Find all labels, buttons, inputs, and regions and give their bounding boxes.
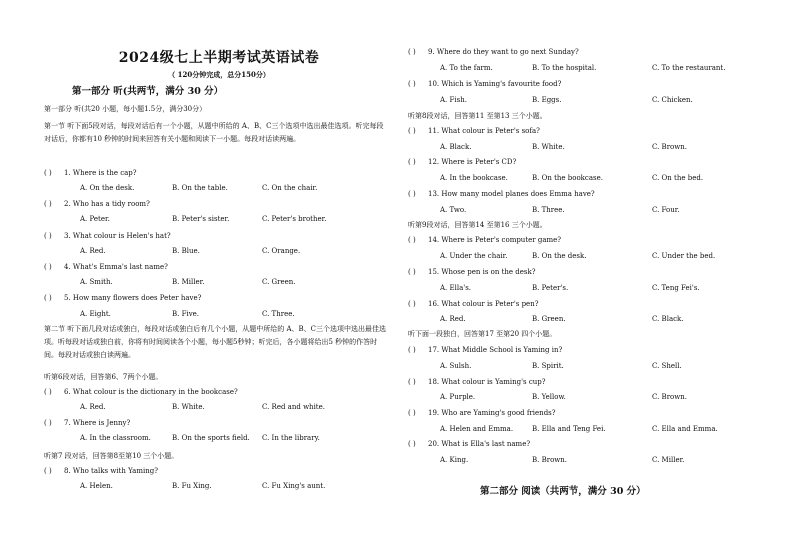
answer-blank[interactable]: ( ) — [408, 236, 416, 244]
option-b[interactable]: B. Ella and Teng Fei. — [532, 425, 606, 433]
option-c[interactable]: C. Ella and Emma. — [652, 425, 718, 433]
question-3 — [408, 127, 540, 136]
option-c[interactable]: C. Brown. — [652, 143, 687, 151]
question-text: 14. Where is Peter's computer game? — [428, 236, 562, 244]
question-8 — [44, 467, 158, 476]
question-text: 13. How many model planes does Emma have? — [428, 190, 595, 198]
options-row — [408, 315, 758, 324]
option-c[interactable]: C. Chicken. — [652, 96, 693, 104]
option-a[interactable]: A. Eight. — [80, 310, 111, 318]
answer-blank[interactable]: ( ) — [408, 158, 416, 166]
option-b[interactable]: B. On the table. — [172, 184, 228, 192]
option-b[interactable]: B. Blue. — [172, 247, 200, 255]
option-b[interactable]: B. White. — [172, 403, 205, 411]
question-text: 7. Where is Jenny? — [64, 419, 131, 427]
question-7 — [408, 268, 536, 277]
question-text: 5. How many flowers does Peter have? — [64, 294, 202, 302]
question-10 — [408, 378, 546, 387]
answer-blank[interactable]: ( ) — [408, 190, 416, 198]
option-b[interactable]: B. Peter's. — [532, 284, 569, 292]
question-9 — [408, 346, 562, 355]
question-4 — [44, 263, 168, 272]
question-7 — [44, 419, 130, 428]
option-a[interactable]: A. Red. — [80, 247, 106, 255]
question-text: 11. What colour is Peter's sofa? — [428, 127, 540, 135]
options-row — [408, 284, 758, 293]
option-a[interactable]: A. In the bookcase. — [440, 174, 508, 182]
option-a[interactable]: A. Red. — [440, 315, 466, 323]
option-c[interactable]: C. Red and white. — [262, 403, 325, 411]
question-text: 4. What's Emma's last name? — [64, 263, 168, 271]
question-text: 8. Who talks with Yaming? — [64, 467, 158, 475]
question-12 — [408, 440, 530, 449]
options-row — [408, 174, 758, 183]
option-c[interactable]: C. To the restaurant. — [652, 64, 726, 72]
question-text: 18. What colour is Yaming's cup? — [428, 378, 546, 386]
option-a[interactable]: A. Sulsh. — [440, 362, 472, 370]
answer-blank[interactable]: ( ) — [408, 440, 416, 448]
question-3 — [44, 232, 171, 241]
option-b[interactable]: B. Brown. — [532, 456, 568, 464]
options-row — [44, 184, 394, 193]
monologue-instruction: 听下面一段独白，回答第17 至第20 四个小题。 — [408, 330, 557, 338]
option-a[interactable]: A. Red. — [80, 403, 106, 411]
options-row — [408, 393, 758, 402]
option-c[interactable]: C. Three. — [262, 310, 295, 318]
exam-subtitle: （ 120分钟完成，总分150分） — [168, 70, 270, 79]
option-b[interactable]: B. Five. — [172, 310, 200, 318]
option-c[interactable]: C. On the chair. — [262, 184, 318, 192]
question-5 — [408, 190, 595, 199]
option-a[interactable]: A. Smith. — [80, 278, 113, 286]
option-b[interactable]: B. Fu Xing. — [172, 482, 212, 490]
options-row — [44, 482, 394, 491]
options-row — [408, 143, 758, 152]
answer-blank[interactable]: ( ) — [408, 48, 416, 56]
option-b[interactable]: B. Miller. — [172, 278, 205, 286]
question-11 — [408, 409, 556, 418]
question-text: 12. Where is Peter's CD? — [428, 158, 517, 166]
option-b[interactable]: B. Spirit. — [532, 362, 564, 370]
option-b[interactable]: B. Green. — [532, 315, 566, 323]
question-text: 17. What Middle School is Yaming in? — [428, 346, 563, 354]
option-b[interactable]: B. Eggs. — [532, 96, 562, 104]
option-a[interactable]: A. In the classroom. — [80, 434, 151, 442]
option-c[interactable]: C. Black. — [652, 315, 684, 323]
option-c[interactable]: C. Brown. — [652, 393, 687, 401]
option-b[interactable]: B. On the bookcase. — [532, 174, 603, 182]
answer-blank[interactable]: ( ) — [44, 169, 52, 177]
option-a[interactable]: A. Fish. — [440, 96, 467, 104]
answer-blank[interactable]: ( ) — [44, 294, 52, 302]
exam-title: 2024级七上半期考试英语试卷 — [118, 50, 320, 66]
option-c[interactable]: C. On the bed. — [652, 174, 704, 182]
question-text: 6. What colour is the dictionary in the bookcase? — [64, 388, 238, 396]
option-a[interactable]: A. Helen. — [80, 482, 113, 490]
options-row — [44, 278, 394, 287]
option-c[interactable]: C. Under the bed. — [652, 252, 716, 260]
question-text: 2. Who has a tidy room? — [64, 200, 150, 208]
answer-blank[interactable]: ( ) — [44, 467, 52, 475]
option-c[interactable]: C. Peter's brother. — [262, 215, 327, 223]
options-row — [408, 362, 758, 371]
option-b[interactable]: B. On the sports field. — [172, 434, 250, 442]
answer-blank[interactable]: ( ) — [408, 378, 416, 386]
section1-instructions: 第一节 听下面5段对话，每段对话后有一个小题，从题中所给的 A、B、C三个选项中选出最佳选项。听完每段对话后，你都有10 秒钟的时间来回答有关小题和阅读下一小题。每段对话读两遍。 — [44, 122, 384, 143]
question-5 — [44, 294, 201, 303]
listen-instruction-9: 听第9段对话，回答第14 至第16 三个小题。 — [408, 221, 547, 229]
question-text: 20. What is Ella's last name? — [428, 440, 531, 448]
listen-instruction-7: 听第7 段对话，回答第8至第10 三个小题。 — [44, 452, 179, 460]
option-a[interactable]: A. Ella's. — [440, 284, 472, 292]
options-row — [408, 206, 758, 215]
option-b[interactable]: B. To the hospital. — [532, 64, 597, 72]
answer-blank[interactable]: ( ) — [408, 80, 416, 88]
question-text: 10. Which is Yaming's favourite food? — [428, 80, 562, 88]
options-row — [408, 64, 758, 73]
answer-blank[interactable]: ( ) — [408, 346, 416, 354]
option-a[interactable]: A. Purple. — [440, 393, 476, 401]
option-c[interactable]: C. Green. — [262, 278, 296, 286]
option-c[interactable]: C. Orange. — [262, 247, 301, 255]
option-c[interactable]: C. Fu Xing's aunt. — [262, 482, 326, 490]
question-2 — [44, 200, 150, 209]
option-b[interactable]: B. Yellow. — [532, 393, 566, 401]
option-c[interactable]: C. Miller. — [652, 456, 685, 464]
options-row — [408, 252, 758, 261]
part1-heading: 第一部分 听(共两节，满分 30 分） — [72, 86, 224, 97]
option-a[interactable]: A. Under the chair. — [440, 252, 508, 260]
option-c[interactable]: C. Shell. — [652, 362, 682, 370]
option-a[interactable]: A. Black. — [440, 143, 472, 151]
option-b[interactable]: B. White. — [532, 143, 565, 151]
options-row — [44, 247, 394, 256]
question-text: 3. What colour is Helen's hat? — [64, 232, 171, 240]
options-row — [44, 310, 394, 319]
option-c[interactable]: C. Teng Fei's. — [652, 284, 700, 292]
answer-blank[interactable]: ( ) — [408, 409, 416, 417]
options-row — [408, 96, 758, 105]
question-text: 1. Where is the cap? — [64, 169, 137, 177]
answer-blank[interactable]: ( ) — [44, 388, 52, 396]
options-row — [408, 425, 758, 434]
listen-instruction-8: 听第8段对话，回答第11 至第13 三个小题。 — [408, 112, 547, 120]
part2-heading: 第二部分 阅读（共两节，满分 30 分） — [480, 486, 646, 497]
option-a[interactable]: A. Peter. — [80, 215, 110, 223]
option-a[interactable]: A. On the desk. — [80, 184, 135, 192]
option-b[interactable]: B. Peter's sister. — [172, 215, 230, 223]
question-6 — [44, 388, 238, 397]
question-text: 15. Whose pen is on the desk? — [428, 268, 536, 276]
question-text: 19. Who are Yaming's good friends? — [428, 409, 556, 417]
option-a[interactable]: A. Two. — [440, 206, 467, 214]
options-row — [44, 403, 394, 412]
answer-blank[interactable]: ( ) — [408, 127, 416, 135]
answer-blank[interactable]: ( ) — [408, 268, 416, 276]
option-c[interactable]: C. In the library. — [262, 434, 320, 442]
options-row — [44, 434, 394, 443]
question-4 — [408, 158, 516, 167]
answer-blank[interactable]: ( ) — [44, 419, 52, 427]
option-a[interactable]: A. To the farm. — [440, 64, 493, 72]
listen-instruction-6: 听第6段对话，回答第6、7两个小题。 — [44, 373, 163, 381]
question-6 — [408, 236, 561, 245]
section2-instructions: 第二节 听下面几段对话或独白，每段对话或独白后有几个小题，从题中所给的 A、B、C三个选项中选出最佳选项。听每段对话或独白前，你将有时间阅读各个小题，每小题5秒钟；听完后，各小题将给出5 秒钟的作答时间。每段对话或独白读两遍。 — [44, 325, 387, 359]
question-text: 16. What colour is Peter's pen? — [428, 300, 539, 308]
question-8 — [408, 300, 538, 309]
option-c[interactable]: C. Four. — [652, 206, 680, 214]
answer-blank[interactable]: ( ) — [44, 200, 52, 208]
option-b[interactable]: B. On the desk. — [532, 252, 587, 260]
question-text: 9. Where do they want to go next Sunday? — [428, 48, 579, 56]
answer-blank[interactable]: ( ) — [44, 232, 52, 240]
question-2 — [408, 80, 561, 89]
question-1 — [408, 48, 579, 57]
options-row — [44, 215, 394, 224]
option-a[interactable]: A. Helen and Emma. — [440, 425, 514, 433]
part1-description: 第一部分 听(共20 小题，每小题1.5分，满分30分） — [44, 105, 207, 113]
answer-blank[interactable]: ( ) — [408, 300, 416, 308]
option-a[interactable]: A. King. — [440, 456, 469, 464]
answer-blank[interactable]: ( ) — [44, 263, 52, 271]
question-1 — [44, 169, 137, 178]
option-b[interactable]: B. Three. — [532, 206, 565, 214]
options-row — [408, 456, 758, 465]
